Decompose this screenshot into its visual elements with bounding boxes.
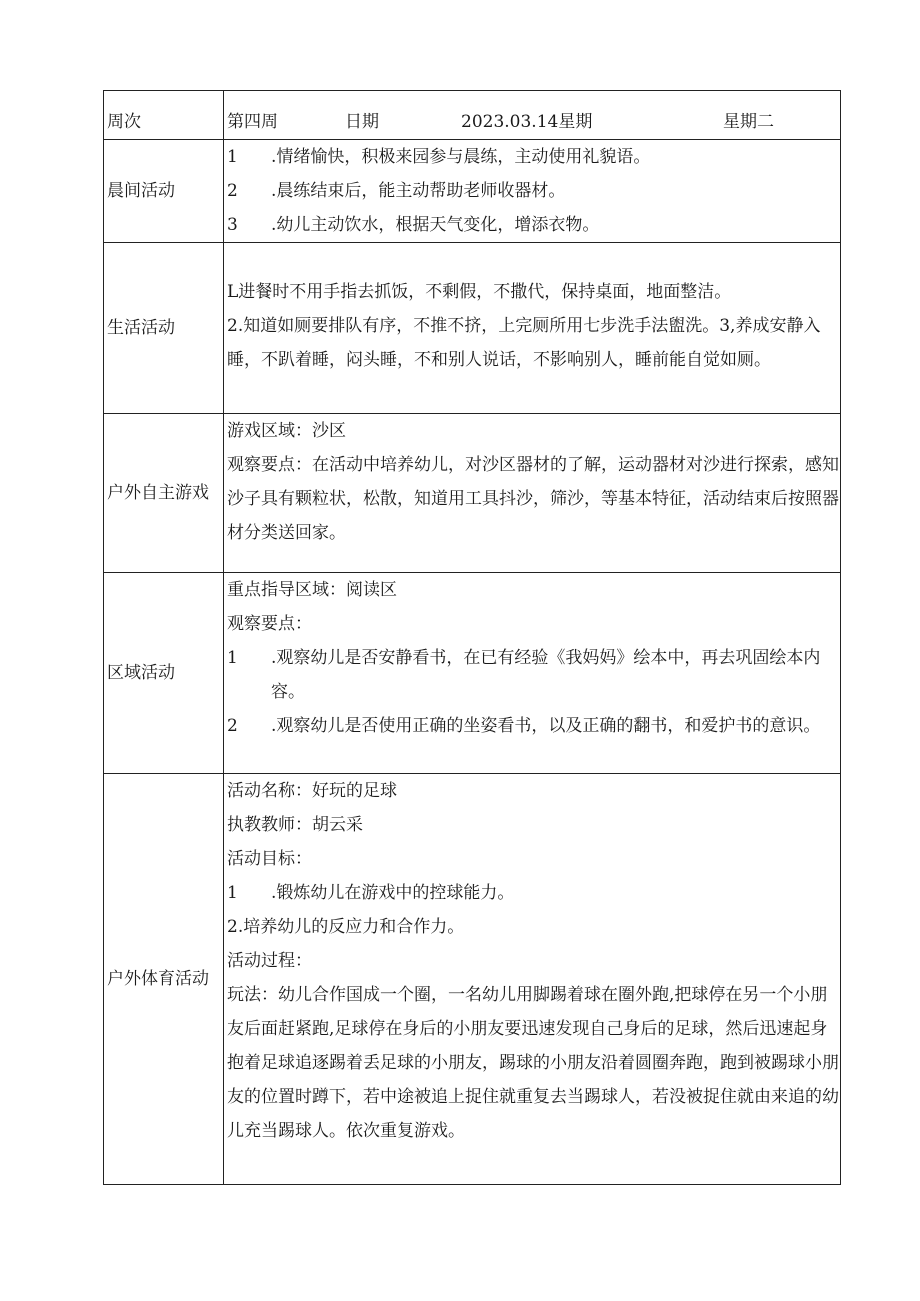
list-item <box>227 208 840 242</box>
item-text: .观察幼儿是否安静看书，在已有经验《我妈妈》绘本中，再去巩固绘本内容。 <box>271 648 821 702</box>
process-text: 玩法：幼儿合作国成一个圈，一名幼儿用脚踢着球在圈外跑,把球停在另一个小朋友后面赶紧跑,足球停在身后的小朋友要迅速发现自己身后的足球，然后迅速起身抱着足球追逐踢着丢足球的小朋友，踢球的小朋友沿着圆圈奔跑，跑到被踢球小朋友的位置时蹲下，若中途被追上捉住就重复去当踢球人，若没被捉住就由来追的幼儿充当踢球人。依次重复游戏。 <box>227 985 839 1141</box>
week-value: 第四周 <box>227 112 278 132</box>
observation-points: 观察要点：在活动中培养幼儿，对沙区器材的了解，运动器材对沙进行探索，感知沙子具有颗粒状，松散，知道用工具抖沙，筛沙，等基本特征，活动结束后按照器材分类送回家。 <box>227 455 839 543</box>
item-text: .晨练结束后，能主动帮助老师收器材。 <box>271 181 566 201</box>
life-line-2: 2.知道如厕要排队有序，不推不挤，上完厕所用七步洗手法盥洗。3,养成安静入睡，不趴着睡，闷头睡，不和别人说话，不影响别人，睡前能自觉如厕。 <box>227 316 821 370</box>
list-item <box>227 876 840 910</box>
weekday-value: 星期二 <box>723 112 774 132</box>
pe-label: 户外体育活动 <box>104 774 224 1185</box>
area-activity-content <box>224 573 841 774</box>
date-label: 日期 <box>345 112 379 132</box>
lesson-plan-table <box>103 90 841 1185</box>
life-row <box>104 243 841 414</box>
observe-title: 观察要点： <box>227 614 312 634</box>
outdoor-free-row <box>104 414 841 573</box>
area-activity-label: 区域活动 <box>104 573 224 774</box>
pe-content <box>224 774 841 1185</box>
item-text: .观察幼儿是否使用正确的坐姿看书，以及正确的翻书，和爱护书的意识。 <box>271 716 821 736</box>
outdoor-free-label: 户外自主游戏 <box>104 414 224 573</box>
play-area: 游戏区域：沙区 <box>227 421 346 441</box>
goal-title: 活动目标： <box>227 849 312 869</box>
week-label: 周次 <box>104 91 224 140</box>
area-activity-row <box>104 573 841 774</box>
morning-row <box>104 140 841 243</box>
list-item <box>227 174 840 208</box>
list-item <box>227 641 840 709</box>
item-text: .幼儿主动饮水，根据天气变化，增添衣物。 <box>271 215 600 235</box>
list-item <box>227 709 840 743</box>
focus-area: 重点指导区域：阅读区 <box>227 580 397 600</box>
item-number: 2 <box>227 181 238 201</box>
item-text: .情绪愉快，积极来园参与晨练，主动使用礼貌语。 <box>271 147 651 167</box>
life-line-1: L进餐时不用手指去抓饭，不剩假，不撒代，保持桌面，地面整洁。 <box>227 282 732 302</box>
process-title: 活动过程： <box>227 951 312 971</box>
life-label: 生活活动 <box>104 243 224 414</box>
item-text: .锻炼幼儿在游戏中的控球能力。 <box>271 883 515 903</box>
goal-2: 2.培养幼儿的反应力和合作力。 <box>227 917 465 937</box>
list-item <box>227 140 840 174</box>
item-number: 2 <box>227 716 238 736</box>
morning-content <box>224 140 841 243</box>
pe-row <box>104 774 841 1185</box>
teacher-name: 执教教师：胡云采 <box>227 815 363 835</box>
item-number: 3 <box>227 215 238 235</box>
header-row <box>104 91 841 140</box>
item-number: 1 <box>227 648 238 668</box>
date-value: 2023.03.14星期 <box>461 112 593 132</box>
morning-label: 晨间活动 <box>104 140 224 243</box>
header-info-cell <box>224 91 841 140</box>
item-number: 1 <box>227 147 238 167</box>
life-content <box>224 243 841 414</box>
item-number: 1 <box>227 883 238 903</box>
activity-name: 活动名称：好玩的足球 <box>227 781 397 801</box>
outdoor-free-content <box>224 414 841 573</box>
